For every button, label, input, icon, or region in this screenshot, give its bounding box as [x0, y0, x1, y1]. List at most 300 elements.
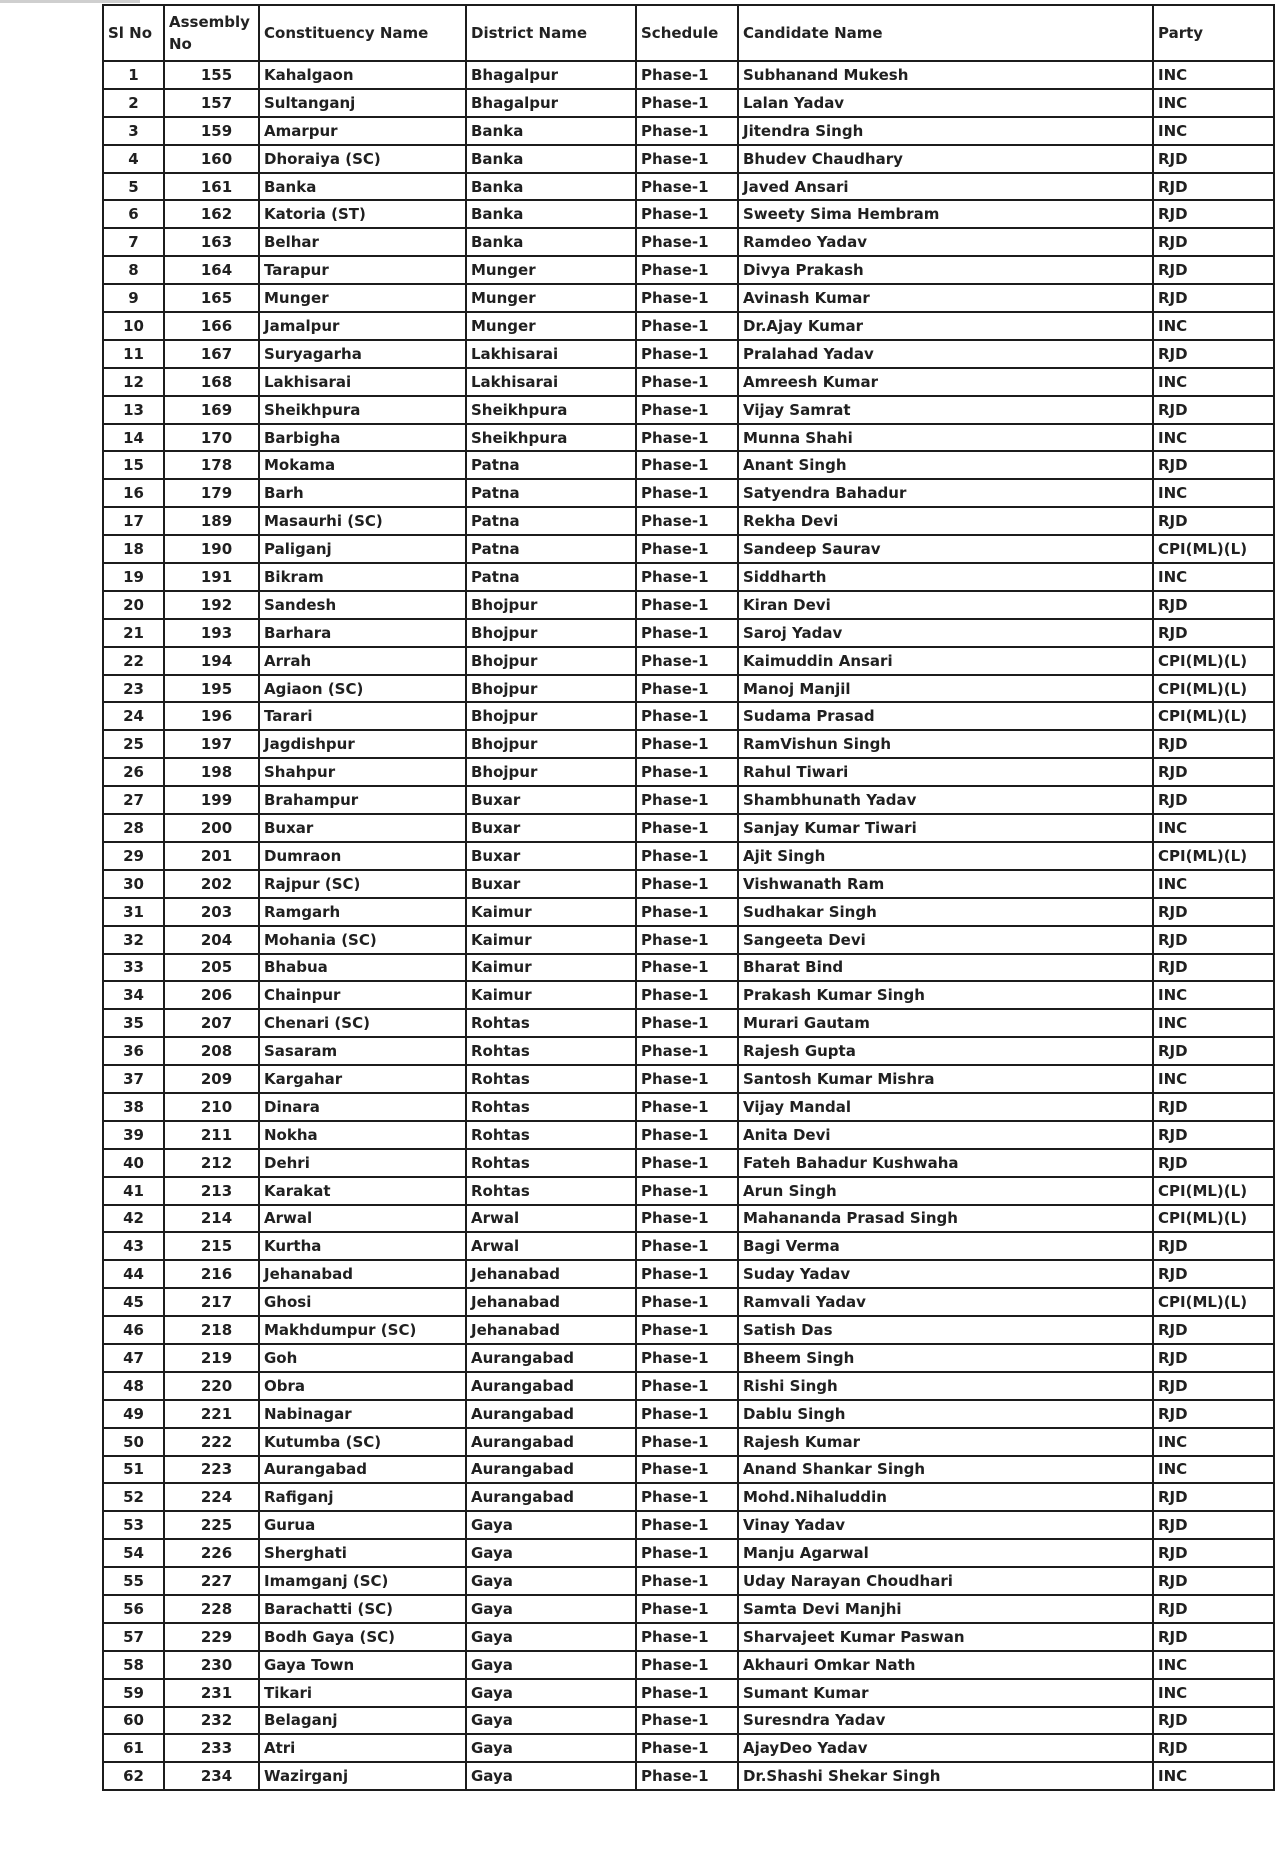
- header-candidate-name: Candidate Name: [738, 5, 1153, 61]
- cell-candidate-name: Rekha Devi: [738, 507, 1153, 535]
- cell-assembly-no: 213: [164, 1177, 259, 1205]
- cell-sl-no: 46: [103, 1316, 164, 1344]
- cell-party: RJD: [1153, 1232, 1274, 1260]
- cell-assembly-no: 163: [164, 228, 259, 256]
- cell-sl-no: 60: [103, 1707, 164, 1735]
- cell-candidate-name: Ajit Singh: [738, 842, 1153, 870]
- cell-district-name: Munger: [466, 284, 636, 312]
- cell-constituency-name: Tarari: [259, 702, 466, 730]
- cell-schedule: Phase-1: [636, 479, 738, 507]
- cell-party: INC: [1153, 814, 1274, 842]
- cell-sl-no: 40: [103, 1149, 164, 1177]
- cell-candidate-name: Sangeeta Devi: [738, 926, 1153, 954]
- header-row: [103, 5, 1274, 61]
- cell-district-name: Gaya: [466, 1595, 636, 1623]
- cell-schedule: Phase-1: [636, 842, 738, 870]
- cell-party: INC: [1153, 1456, 1274, 1484]
- cell-sl-no: 1: [103, 61, 164, 89]
- cell-party: INC: [1153, 424, 1274, 452]
- cell-schedule: Phase-1: [636, 1037, 738, 1065]
- cell-assembly-no: 222: [164, 1428, 259, 1456]
- cell-sl-no: 57: [103, 1623, 164, 1651]
- cell-candidate-name: Bharat Bind: [738, 954, 1153, 982]
- cell-district-name: Rohtas: [466, 1037, 636, 1065]
- cell-sl-no: 58: [103, 1651, 164, 1679]
- cell-candidate-name: Avinash Kumar: [738, 284, 1153, 312]
- cell-schedule: Phase-1: [636, 647, 738, 675]
- cell-assembly-no: 218: [164, 1316, 259, 1344]
- cell-sl-no: 16: [103, 479, 164, 507]
- cell-schedule: Phase-1: [636, 1595, 738, 1623]
- cell-constituency-name: Sultanganj: [259, 89, 466, 117]
- cell-party: INC: [1153, 1428, 1274, 1456]
- cell-constituency-name: Sheikhpura: [259, 396, 466, 424]
- table-row: [103, 898, 1274, 926]
- table-row: [103, 1177, 1274, 1205]
- table-row: [103, 1288, 1274, 1316]
- cell-candidate-name: Sudama Prasad: [738, 702, 1153, 730]
- cell-sl-no: 36: [103, 1037, 164, 1065]
- cell-party: RJD: [1153, 1400, 1274, 1428]
- cell-candidate-name: RamVishun Singh: [738, 730, 1153, 758]
- cell-assembly-no: 179: [164, 479, 259, 507]
- cell-assembly-no: 221: [164, 1400, 259, 1428]
- cell-assembly-no: 209: [164, 1065, 259, 1093]
- cell-district-name: Munger: [466, 256, 636, 284]
- cell-sl-no: 5: [103, 173, 164, 201]
- cell-party: CPI(ML)(L): [1153, 647, 1274, 675]
- table-row: [103, 1260, 1274, 1288]
- cell-district-name: Banka: [466, 228, 636, 256]
- cell-sl-no: 29: [103, 842, 164, 870]
- cell-sl-no: 59: [103, 1679, 164, 1707]
- cell-schedule: Phase-1: [636, 758, 738, 786]
- cell-assembly-no: 226: [164, 1539, 259, 1567]
- cell-district-name: Buxar: [466, 786, 636, 814]
- cell-constituency-name: Mohania (SC): [259, 926, 466, 954]
- table-row: [103, 396, 1274, 424]
- cell-assembly-no: 216: [164, 1260, 259, 1288]
- cell-schedule: Phase-1: [636, 117, 738, 145]
- cell-party: RJD: [1153, 228, 1274, 256]
- cell-candidate-name: Vijay Samrat: [738, 396, 1153, 424]
- cell-assembly-no: 228: [164, 1595, 259, 1623]
- cell-sl-no: 27: [103, 786, 164, 814]
- cell-party: INC: [1153, 89, 1274, 117]
- table-row: [103, 1511, 1274, 1539]
- cell-candidate-name: Uday Narayan Choudhari: [738, 1567, 1153, 1595]
- cell-assembly-no: 203: [164, 898, 259, 926]
- cell-district-name: Rohtas: [466, 1177, 636, 1205]
- cell-assembly-no: 219: [164, 1344, 259, 1372]
- cell-schedule: Phase-1: [636, 1372, 738, 1400]
- table-row: [103, 1651, 1274, 1679]
- cell-sl-no: 6: [103, 200, 164, 228]
- cell-sl-no: 20: [103, 591, 164, 619]
- cell-candidate-name: Rajesh Gupta: [738, 1037, 1153, 1065]
- cell-assembly-no: 207: [164, 1009, 259, 1037]
- table-row: [103, 256, 1274, 284]
- cell-candidate-name: Javed Ansari: [738, 173, 1153, 201]
- cell-constituency-name: Chenari (SC): [259, 1009, 466, 1037]
- table-row: [103, 535, 1274, 563]
- cell-schedule: Phase-1: [636, 451, 738, 479]
- cell-schedule: Phase-1: [636, 1456, 738, 1484]
- cell-sl-no: 11: [103, 340, 164, 368]
- cell-party: RJD: [1153, 926, 1274, 954]
- cell-schedule: Phase-1: [636, 256, 738, 284]
- table-row: [103, 507, 1274, 535]
- cell-assembly-no: 214: [164, 1205, 259, 1233]
- table-row: [103, 1428, 1274, 1456]
- cell-assembly-no: 234: [164, 1762, 259, 1790]
- cell-district-name: Buxar: [466, 870, 636, 898]
- cell-party: INC: [1153, 981, 1274, 1009]
- table-row: [103, 1400, 1274, 1428]
- cell-constituency-name: Jagdishpur: [259, 730, 466, 758]
- cell-candidate-name: Vinay Yadav: [738, 1511, 1153, 1539]
- cell-schedule: Phase-1: [636, 424, 738, 452]
- table-row: [103, 1093, 1274, 1121]
- cell-constituency-name: Nabinagar: [259, 1400, 466, 1428]
- cell-district-name: Gaya: [466, 1707, 636, 1735]
- table-row: [103, 1567, 1274, 1595]
- cell-constituency-name: Makhdumpur (SC): [259, 1316, 466, 1344]
- cell-schedule: Phase-1: [636, 981, 738, 1009]
- cell-schedule: Phase-1: [636, 702, 738, 730]
- cell-constituency-name: Rafiganj: [259, 1483, 466, 1511]
- cell-sl-no: 39: [103, 1121, 164, 1149]
- cell-constituency-name: Rajpur (SC): [259, 870, 466, 898]
- cell-assembly-no: 164: [164, 256, 259, 284]
- cell-assembly-no: 197: [164, 730, 259, 758]
- cell-sl-no: 25: [103, 730, 164, 758]
- cell-district-name: Patna: [466, 507, 636, 535]
- cell-schedule: Phase-1: [636, 1679, 738, 1707]
- table-row: [103, 1121, 1274, 1149]
- table-row: [103, 312, 1274, 340]
- cell-candidate-name: Kaimuddin Ansari: [738, 647, 1153, 675]
- cell-district-name: Patna: [466, 451, 636, 479]
- table-row: [103, 954, 1274, 982]
- cell-schedule: Phase-1: [636, 870, 738, 898]
- cell-assembly-no: 165: [164, 284, 259, 312]
- cell-candidate-name: Fateh Bahadur Kushwaha: [738, 1149, 1153, 1177]
- cell-candidate-name: Dr.Shashi Shekar Singh: [738, 1762, 1153, 1790]
- cell-party: CPI(ML)(L): [1153, 842, 1274, 870]
- cell-district-name: Patna: [466, 535, 636, 563]
- cell-constituency-name: Agiaon (SC): [259, 675, 466, 703]
- cell-party: RJD: [1153, 1734, 1274, 1762]
- table-row: [103, 814, 1274, 842]
- cell-party: RJD: [1153, 284, 1274, 312]
- cell-constituency-name: Katoria (ST): [259, 200, 466, 228]
- cell-constituency-name: Sasaram: [259, 1037, 466, 1065]
- cell-assembly-no: 232: [164, 1707, 259, 1735]
- cell-assembly-no: 178: [164, 451, 259, 479]
- cell-sl-no: 41: [103, 1177, 164, 1205]
- cell-constituency-name: Sandesh: [259, 591, 466, 619]
- cell-candidate-name: Arun Singh: [738, 1177, 1153, 1205]
- cell-constituency-name: Tarapur: [259, 256, 466, 284]
- cell-constituency-name: Kurtha: [259, 1232, 466, 1260]
- cell-constituency-name: Kargahar: [259, 1065, 466, 1093]
- cell-district-name: Gaya: [466, 1651, 636, 1679]
- cell-constituency-name: Sherghati: [259, 1539, 466, 1567]
- cell-party: RJD: [1153, 507, 1274, 535]
- table-row: [103, 89, 1274, 117]
- cell-schedule: Phase-1: [636, 1623, 738, 1651]
- cell-candidate-name: Sharvajeet Kumar Paswan: [738, 1623, 1153, 1651]
- cell-district-name: Gaya: [466, 1734, 636, 1762]
- cell-schedule: Phase-1: [636, 954, 738, 982]
- cell-constituency-name: Belaganj: [259, 1707, 466, 1735]
- cell-sl-no: 9: [103, 284, 164, 312]
- cell-constituency-name: Belhar: [259, 228, 466, 256]
- cell-party: INC: [1153, 563, 1274, 591]
- cell-party: RJD: [1153, 396, 1274, 424]
- cell-sl-no: 31: [103, 898, 164, 926]
- table-row: [103, 1456, 1274, 1484]
- header-constituency-name: Constituency Name: [259, 5, 466, 61]
- table-row: [103, 842, 1274, 870]
- cell-assembly-no: 220: [164, 1372, 259, 1400]
- cell-district-name: Rohtas: [466, 1065, 636, 1093]
- table-row: [103, 981, 1274, 1009]
- cell-sl-no: 56: [103, 1595, 164, 1623]
- cell-sl-no: 7: [103, 228, 164, 256]
- cell-party: CPI(ML)(L): [1153, 675, 1274, 703]
- cell-constituency-name: Arrah: [259, 647, 466, 675]
- cell-constituency-name: Amarpur: [259, 117, 466, 145]
- cell-constituency-name: Kutumba (SC): [259, 1428, 466, 1456]
- cell-party: RJD: [1153, 758, 1274, 786]
- cell-schedule: Phase-1: [636, 1009, 738, 1037]
- cell-sl-no: 51: [103, 1456, 164, 1484]
- cell-sl-no: 49: [103, 1400, 164, 1428]
- cell-constituency-name: Barbigha: [259, 424, 466, 452]
- cell-district-name: Gaya: [466, 1679, 636, 1707]
- cell-party: RJD: [1153, 200, 1274, 228]
- cell-constituency-name: Bikram: [259, 563, 466, 591]
- cell-party: CPI(ML)(L): [1153, 535, 1274, 563]
- table-row: [103, 228, 1274, 256]
- cell-sl-no: 43: [103, 1232, 164, 1260]
- cell-schedule: Phase-1: [636, 563, 738, 591]
- cell-candidate-name: Sudhakar Singh: [738, 898, 1153, 926]
- cell-party: INC: [1153, 61, 1274, 89]
- cell-party: RJD: [1153, 1121, 1274, 1149]
- cell-candidate-name: Saroj Yadav: [738, 619, 1153, 647]
- cell-candidate-name: Sandeep Saurav: [738, 535, 1153, 563]
- table-row: [103, 786, 1274, 814]
- cell-district-name: Rohtas: [466, 1149, 636, 1177]
- cell-sl-no: 55: [103, 1567, 164, 1595]
- cell-district-name: Bhagalpur: [466, 61, 636, 89]
- cell-sl-no: 30: [103, 870, 164, 898]
- cell-candidate-name: Lalan Yadav: [738, 89, 1153, 117]
- cell-constituency-name: Suryagarha: [259, 340, 466, 368]
- cell-schedule: Phase-1: [636, 675, 738, 703]
- cell-candidate-name: Sumant Kumar: [738, 1679, 1153, 1707]
- cell-constituency-name: Lakhisarai: [259, 368, 466, 396]
- cell-assembly-no: 205: [164, 954, 259, 982]
- cell-candidate-name: Rahul Tiwari: [738, 758, 1153, 786]
- cell-candidate-name: Rishi Singh: [738, 1372, 1153, 1400]
- cell-district-name: Kaimur: [466, 981, 636, 1009]
- cell-sl-no: 18: [103, 535, 164, 563]
- table-row: [103, 1065, 1274, 1093]
- cell-constituency-name: Bhabua: [259, 954, 466, 982]
- cell-sl-no: 38: [103, 1093, 164, 1121]
- cell-candidate-name: Sanjay Kumar Tiwari: [738, 814, 1153, 842]
- cell-schedule: Phase-1: [636, 396, 738, 424]
- cell-sl-no: 2: [103, 89, 164, 117]
- cell-sl-no: 53: [103, 1511, 164, 1539]
- table-row: [103, 1232, 1274, 1260]
- table-body: [103, 61, 1274, 1790]
- cell-sl-no: 34: [103, 981, 164, 1009]
- cell-assembly-no: 160: [164, 145, 259, 173]
- cell-constituency-name: Bodh Gaya (SC): [259, 1623, 466, 1651]
- table-row: [103, 61, 1274, 89]
- cell-schedule: Phase-1: [636, 1149, 738, 1177]
- cell-schedule: Phase-1: [636, 1121, 738, 1149]
- table-row: [103, 1372, 1274, 1400]
- cell-party: RJD: [1153, 591, 1274, 619]
- cell-party: RJD: [1153, 1093, 1274, 1121]
- cell-constituency-name: Brahampur: [259, 786, 466, 814]
- cell-party: RJD: [1153, 1149, 1274, 1177]
- cell-constituency-name: Imamganj (SC): [259, 1567, 466, 1595]
- cell-candidate-name: Bheem Singh: [738, 1344, 1153, 1372]
- cell-assembly-no: 223: [164, 1456, 259, 1484]
- header-assembly-no: Assembly No: [164, 5, 259, 61]
- cell-assembly-no: 196: [164, 702, 259, 730]
- table-row: [103, 1623, 1274, 1651]
- cell-candidate-name: Shambhunath Yadav: [738, 786, 1153, 814]
- cell-constituency-name: Jehanabad: [259, 1260, 466, 1288]
- cell-sl-no: 35: [103, 1009, 164, 1037]
- cell-sl-no: 42: [103, 1205, 164, 1233]
- cell-constituency-name: Nokha: [259, 1121, 466, 1149]
- table-row: [103, 1595, 1274, 1623]
- cell-party: INC: [1153, 368, 1274, 396]
- cell-district-name: Aurangabad: [466, 1344, 636, 1372]
- cell-party: RJD: [1153, 1511, 1274, 1539]
- cell-candidate-name: Dablu Singh: [738, 1400, 1153, 1428]
- cell-schedule: Phase-1: [636, 1093, 738, 1121]
- table-row: [103, 702, 1274, 730]
- cell-district-name: Bhojpur: [466, 702, 636, 730]
- cell-party: INC: [1153, 1065, 1274, 1093]
- cell-party: INC: [1153, 1651, 1274, 1679]
- cell-assembly-no: 159: [164, 117, 259, 145]
- cell-district-name: Gaya: [466, 1511, 636, 1539]
- table-row: [103, 591, 1274, 619]
- cell-candidate-name: Jitendra Singh: [738, 117, 1153, 145]
- table-row: [103, 340, 1274, 368]
- cell-party: INC: [1153, 117, 1274, 145]
- header-schedule: Schedule: [636, 5, 738, 61]
- cell-district-name: Bhojpur: [466, 591, 636, 619]
- cell-schedule: Phase-1: [636, 228, 738, 256]
- cell-constituency-name: Dehri: [259, 1149, 466, 1177]
- cell-assembly-no: 201: [164, 842, 259, 870]
- cell-candidate-name: Amreesh Kumar: [738, 368, 1153, 396]
- cell-schedule: Phase-1: [636, 1316, 738, 1344]
- cell-assembly-no: 192: [164, 591, 259, 619]
- cell-candidate-name: Dr.Ajay Kumar: [738, 312, 1153, 340]
- cell-assembly-no: 225: [164, 1511, 259, 1539]
- table-row: [103, 647, 1274, 675]
- cell-candidate-name: Anita Devi: [738, 1121, 1153, 1149]
- cell-candidate-name: Vijay Mandal: [738, 1093, 1153, 1121]
- cell-party: INC: [1153, 479, 1274, 507]
- cell-schedule: Phase-1: [636, 591, 738, 619]
- cell-sl-no: 8: [103, 256, 164, 284]
- cell-assembly-no: 208: [164, 1037, 259, 1065]
- cell-party: RJD: [1153, 1707, 1274, 1735]
- cell-candidate-name: Satyendra Bahadur: [738, 479, 1153, 507]
- cell-assembly-no: 231: [164, 1679, 259, 1707]
- cell-party: INC: [1153, 870, 1274, 898]
- cell-candidate-name: Siddharth: [738, 563, 1153, 591]
- cell-assembly-no: 189: [164, 507, 259, 535]
- cell-sl-no: 12: [103, 368, 164, 396]
- cell-constituency-name: Banka: [259, 173, 466, 201]
- cell-party: RJD: [1153, 1316, 1274, 1344]
- cell-district-name: Jehanabad: [466, 1316, 636, 1344]
- cell-assembly-no: 211: [164, 1121, 259, 1149]
- cell-candidate-name: Mohd.Nihaluddin: [738, 1483, 1153, 1511]
- table-row: [103, 1679, 1274, 1707]
- cell-assembly-no: 210: [164, 1093, 259, 1121]
- cell-district-name: Banka: [466, 200, 636, 228]
- cell-assembly-no: 227: [164, 1567, 259, 1595]
- cell-candidate-name: Rajesh Kumar: [738, 1428, 1153, 1456]
- cell-schedule: Phase-1: [636, 173, 738, 201]
- table-row: [103, 368, 1274, 396]
- cell-constituency-name: Kahalgaon: [259, 61, 466, 89]
- cell-schedule: Phase-1: [636, 1205, 738, 1233]
- cell-assembly-no: 194: [164, 647, 259, 675]
- cell-district-name: Jehanabad: [466, 1260, 636, 1288]
- cell-party: RJD: [1153, 1260, 1274, 1288]
- table-row: [103, 1009, 1274, 1037]
- cell-candidate-name: Anand Shankar Singh: [738, 1456, 1153, 1484]
- cell-sl-no: 13: [103, 396, 164, 424]
- cell-schedule: Phase-1: [636, 786, 738, 814]
- cell-district-name: Gaya: [466, 1567, 636, 1595]
- cell-district-name: Kaimur: [466, 926, 636, 954]
- candidate-list-table: [102, 4, 1275, 1791]
- cell-schedule: Phase-1: [636, 1065, 738, 1093]
- cell-sl-no: 54: [103, 1539, 164, 1567]
- cell-district-name: Aurangabad: [466, 1483, 636, 1511]
- cell-schedule: Phase-1: [636, 340, 738, 368]
- cell-party: CPI(ML)(L): [1153, 1288, 1274, 1316]
- cell-sl-no: 17: [103, 507, 164, 535]
- cell-candidate-name: Anant Singh: [738, 451, 1153, 479]
- cell-assembly-no: 191: [164, 563, 259, 591]
- cell-constituency-name: Barhara: [259, 619, 466, 647]
- cell-assembly-no: 198: [164, 758, 259, 786]
- cell-sl-no: 28: [103, 814, 164, 842]
- table-row: [103, 1344, 1274, 1372]
- cell-candidate-name: Manoj Manjil: [738, 675, 1153, 703]
- cell-district-name: Rohtas: [466, 1093, 636, 1121]
